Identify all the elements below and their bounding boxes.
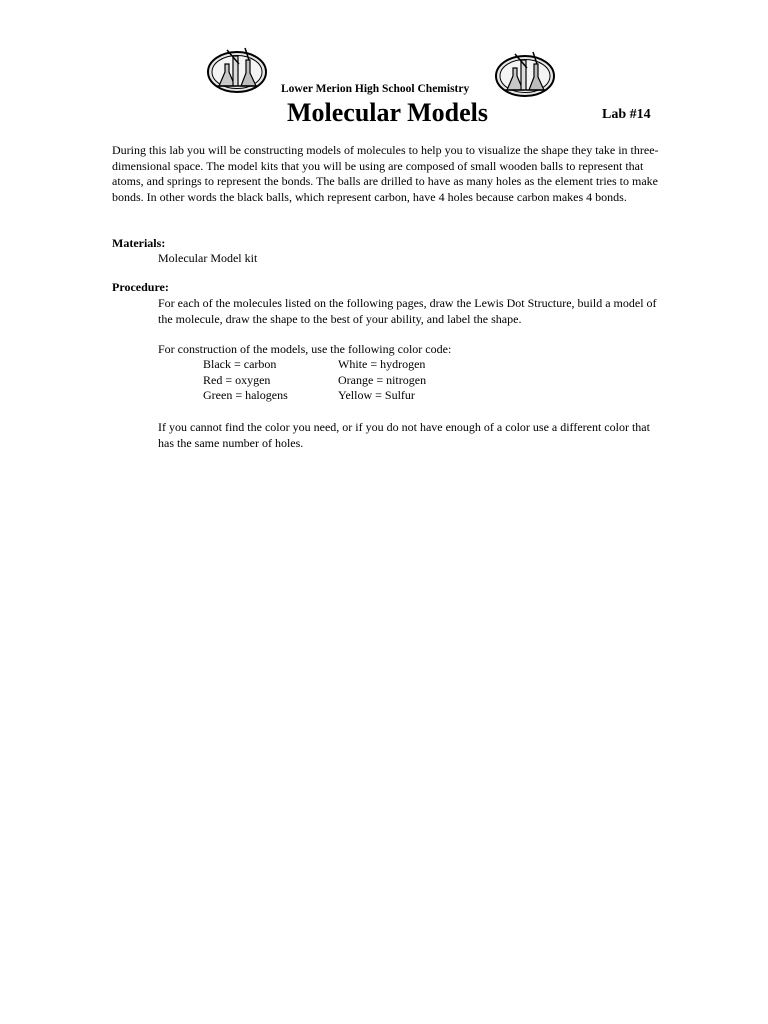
color-code-row: [203, 373, 473, 389]
color-code-row: [203, 388, 473, 404]
school-name: Lower Merion High School Chemistry: [281, 83, 470, 95]
color-code-entry: Orange = nitrogen: [338, 372, 427, 387]
procedure-paragraph-3: If you cannot find the color you need, or if you do not have enough of a color use a different color that has the same number of holes.: [158, 420, 650, 450]
color-code-entry: White = hydrogen: [338, 357, 426, 371]
intro-paragraph: During this lab you will be constructing models of molecules to help you to visualize the shape they take in three-dimensional space. The model kits that you will be using are composed of small wooden balls to represent that atoms, and springs to represent the bonds. The balls are drilled to have as many holes as the element tries to make bonds. In other words the black balls, which represent carbon, have 4 holes because carbon makes 4 bonds.: [112, 143, 659, 204]
lab-number: Lab #14: [602, 107, 651, 122]
color-code-entry: Green = halogens: [203, 388, 288, 402]
procedure-paragraph-2: For construction of the models, use the following color code:: [158, 342, 452, 356]
materials-heading: Materials:: [112, 236, 166, 250]
lab-flask-logo-icon: [205, 42, 269, 98]
color-code-entry: Yellow = Sulfur: [338, 388, 415, 402]
color-code-table: [203, 357, 473, 404]
procedure-paragraph-1: For each of the molecules listed on the following pages, draw the Lewis Dot Structure, build a model of the molecule, draw the shape to the best of your ability, and label the shape.: [158, 296, 657, 326]
procedure-heading: Procedure:: [112, 280, 169, 294]
color-code-row: [203, 357, 473, 373]
materials-item: Molecular Model kit: [158, 251, 258, 265]
page-title: Molecular Models: [287, 98, 488, 127]
color-code-entry: Red = oxygen: [203, 372, 271, 387]
lab-flask-logo-icon: [493, 46, 557, 102]
color-code-entry: Black = carbon: [203, 357, 277, 371]
